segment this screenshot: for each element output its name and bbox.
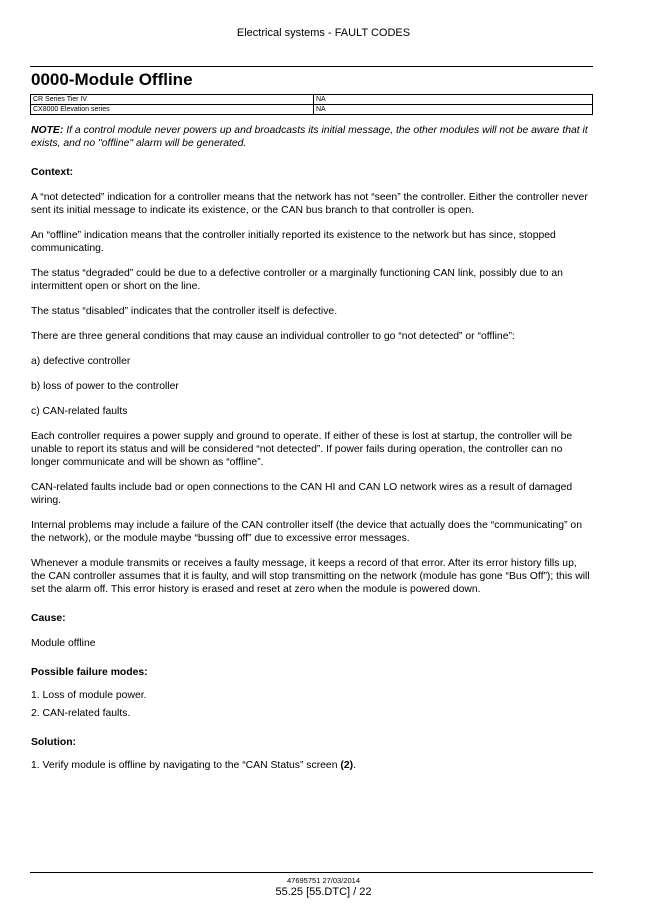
context-paragraph: Whenever a module transmits or receives a faulty message, it keeps a record of that error. After its error history fills up, the CAN controller assumes that it is faulty, and will stop transmitting on the network (module has gone “Bus Off”); this will set the alarm off. This error history is erased and reset at zero when the module is powered down. bbox=[31, 558, 590, 595]
list-item: 1. Loss of module power. bbox=[31, 690, 147, 701]
step-end: . bbox=[353, 760, 356, 771]
table-row bbox=[31, 105, 593, 115]
note-label: NOTE: bbox=[31, 125, 64, 136]
condition-item: b) loss of power to the controller bbox=[31, 381, 179, 392]
running-header: Electrical systems - FAULT CODES bbox=[236, 27, 411, 39]
header-rule bbox=[30, 66, 593, 67]
context-heading: Context: bbox=[31, 167, 74, 178]
footer-rule bbox=[30, 872, 593, 873]
condition-item: a) defective controller bbox=[31, 356, 131, 367]
figure-reference: (2) bbox=[340, 760, 354, 771]
page-number: 55.25 [55.DTC] / 22 bbox=[275, 886, 372, 898]
solution-steps bbox=[31, 759, 593, 772]
failure-modes-list bbox=[31, 689, 593, 720]
value-cell: NA bbox=[314, 95, 593, 105]
model-cell: CR Series Tier IV bbox=[31, 95, 314, 105]
list-item: 2. CAN-related faults. bbox=[31, 708, 131, 719]
model-cell: CX8000 Elevation series bbox=[31, 105, 314, 115]
table-row bbox=[31, 95, 593, 105]
context-paragraph: An “offline” indication means that the controller initially reported its existence to the network but has since, stopped communicating. bbox=[31, 230, 556, 254]
applicability-table bbox=[30, 94, 593, 115]
solution-heading: Solution: bbox=[31, 737, 77, 748]
condition-item: c) CAN-related faults bbox=[31, 406, 128, 417]
failure-modes-heading: Possible failure modes: bbox=[31, 667, 148, 678]
document-reference: 47695751 27/03/2014 bbox=[287, 876, 360, 885]
context-paragraph: CAN-related faults include bad or open connections to the CAN HI and CAN LO network wires as a result of damaged wiring. bbox=[31, 482, 573, 506]
context-paragraph: Internal problems may include a failure of the CAN controller itself (the device that actually does the “communicating” on the network), or the module maybe “bussing off” due to excessive error messages. bbox=[31, 520, 582, 544]
cause-text: Module offline bbox=[31, 638, 96, 649]
step-text: 1. Verify module is offline by navigating to the “CAN Status” screen bbox=[31, 760, 341, 771]
context-paragraph: The status “disabled” indicates that the controller itself is defective. bbox=[31, 306, 338, 317]
document-body bbox=[31, 124, 593, 777]
context-paragraph: A “not detected” indication for a controller means that the network has not “seen” the controller. Either the controller never sent its initial message to indicate its existence, or the CAN bus branch to that controller is open. bbox=[31, 192, 588, 216]
context-paragraph: There are three general conditions that may cause an individual controller to go “not detected” or “offline”: bbox=[31, 331, 515, 342]
note-text: If a control module never powers up and broadcasts its initial message, the other modules will not be aware that it exists, and no "offline" alarm will be generated. bbox=[31, 125, 588, 149]
context-paragraph: Each controller requires a power supply and ground to operate. If either of these is lost at startup, the controller will be unable to report its status and will be considered “not detected”. If power fails during operation, the controller can no longer communicate and will be shown as “offline”. bbox=[31, 431, 573, 468]
cause-heading: Cause: bbox=[31, 613, 66, 624]
value-cell: NA bbox=[314, 105, 593, 115]
page-title: 0000-Module Offline bbox=[31, 70, 193, 89]
context-paragraph: The status “degraded” could be due to a defective controller or a marginally functioning CAN link, possibly due to an intermittent open or short on the line. bbox=[31, 268, 563, 292]
note-paragraph bbox=[31, 124, 593, 150]
solution-step bbox=[31, 759, 593, 772]
